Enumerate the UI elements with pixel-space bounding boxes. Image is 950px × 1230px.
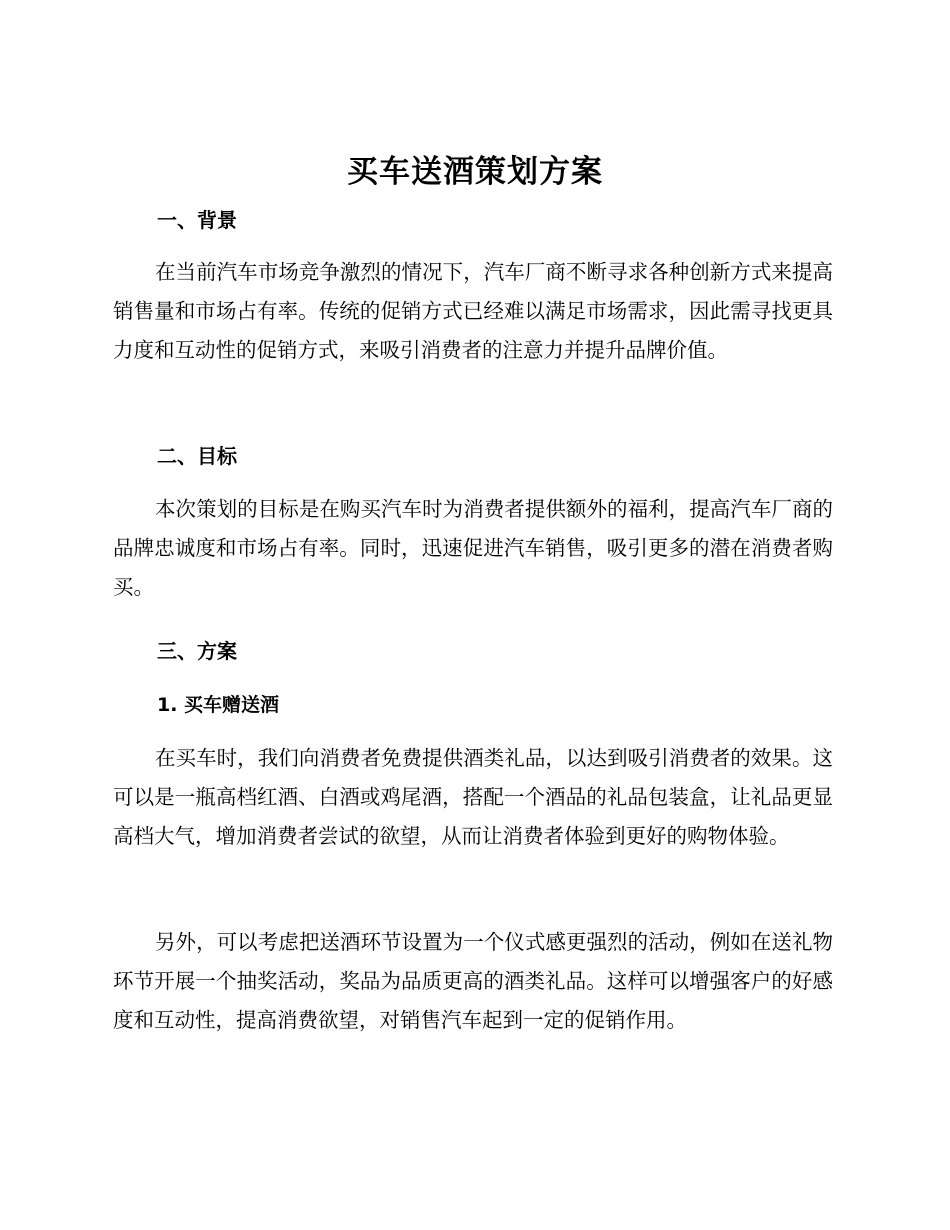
section-heading-goal: 二、目标 (157, 444, 237, 468)
gift-wine-paragraph-2: 另外，可以考虑把送酒环节设置为一个仪式感更强烈的活动，例如在送礼物环节开展一个抽奖活动，奖品为品质更高的酒类礼品。这样可以增强客户的好感度和互动性，提高消费欲望，对销售汽车起到一定的促销作用。 (113, 930, 833, 1032)
subsection-heading-gift-wine: 1. 买车赠送酒 (157, 694, 280, 716)
section-heading-background: 一、背景 (157, 208, 237, 232)
background-paragraph: 在当前汽车市场竞争激烈的情况下，汽车厂商不断寻求各种创新方式来提高销售量和市场占有率。传统的促销方式已经难以满足市场需求，因此需寻找更具力度和互动性的促销方式，来吸引消费者的注意力并提升品牌价值。 (113, 260, 833, 362)
goal-paragraph: 本次策划的目标是在购买汽车时为消费者提供额外的福利，提高汽车厂商的品牌忠诚度和市场占有率。同时，迅速促进汽车销售，吸引更多的潜在消费者购买。 (113, 497, 833, 599)
section-heading-plan: 三、方案 (157, 639, 237, 663)
document-title: 买车送酒策划方案 (347, 154, 603, 190)
gift-wine-paragraph-1: 在买车时，我们向消费者免费提供酒类礼品，以达到吸引消费者的效果。这可以是一瓶高档红酒、白酒或鸡尾酒，搭配一个酒品的礼品包装盒，让礼品更显高档大气，增加消费者尝试的欲望，从而让消费者体验到更好的购物体验。 (113, 746, 833, 848)
